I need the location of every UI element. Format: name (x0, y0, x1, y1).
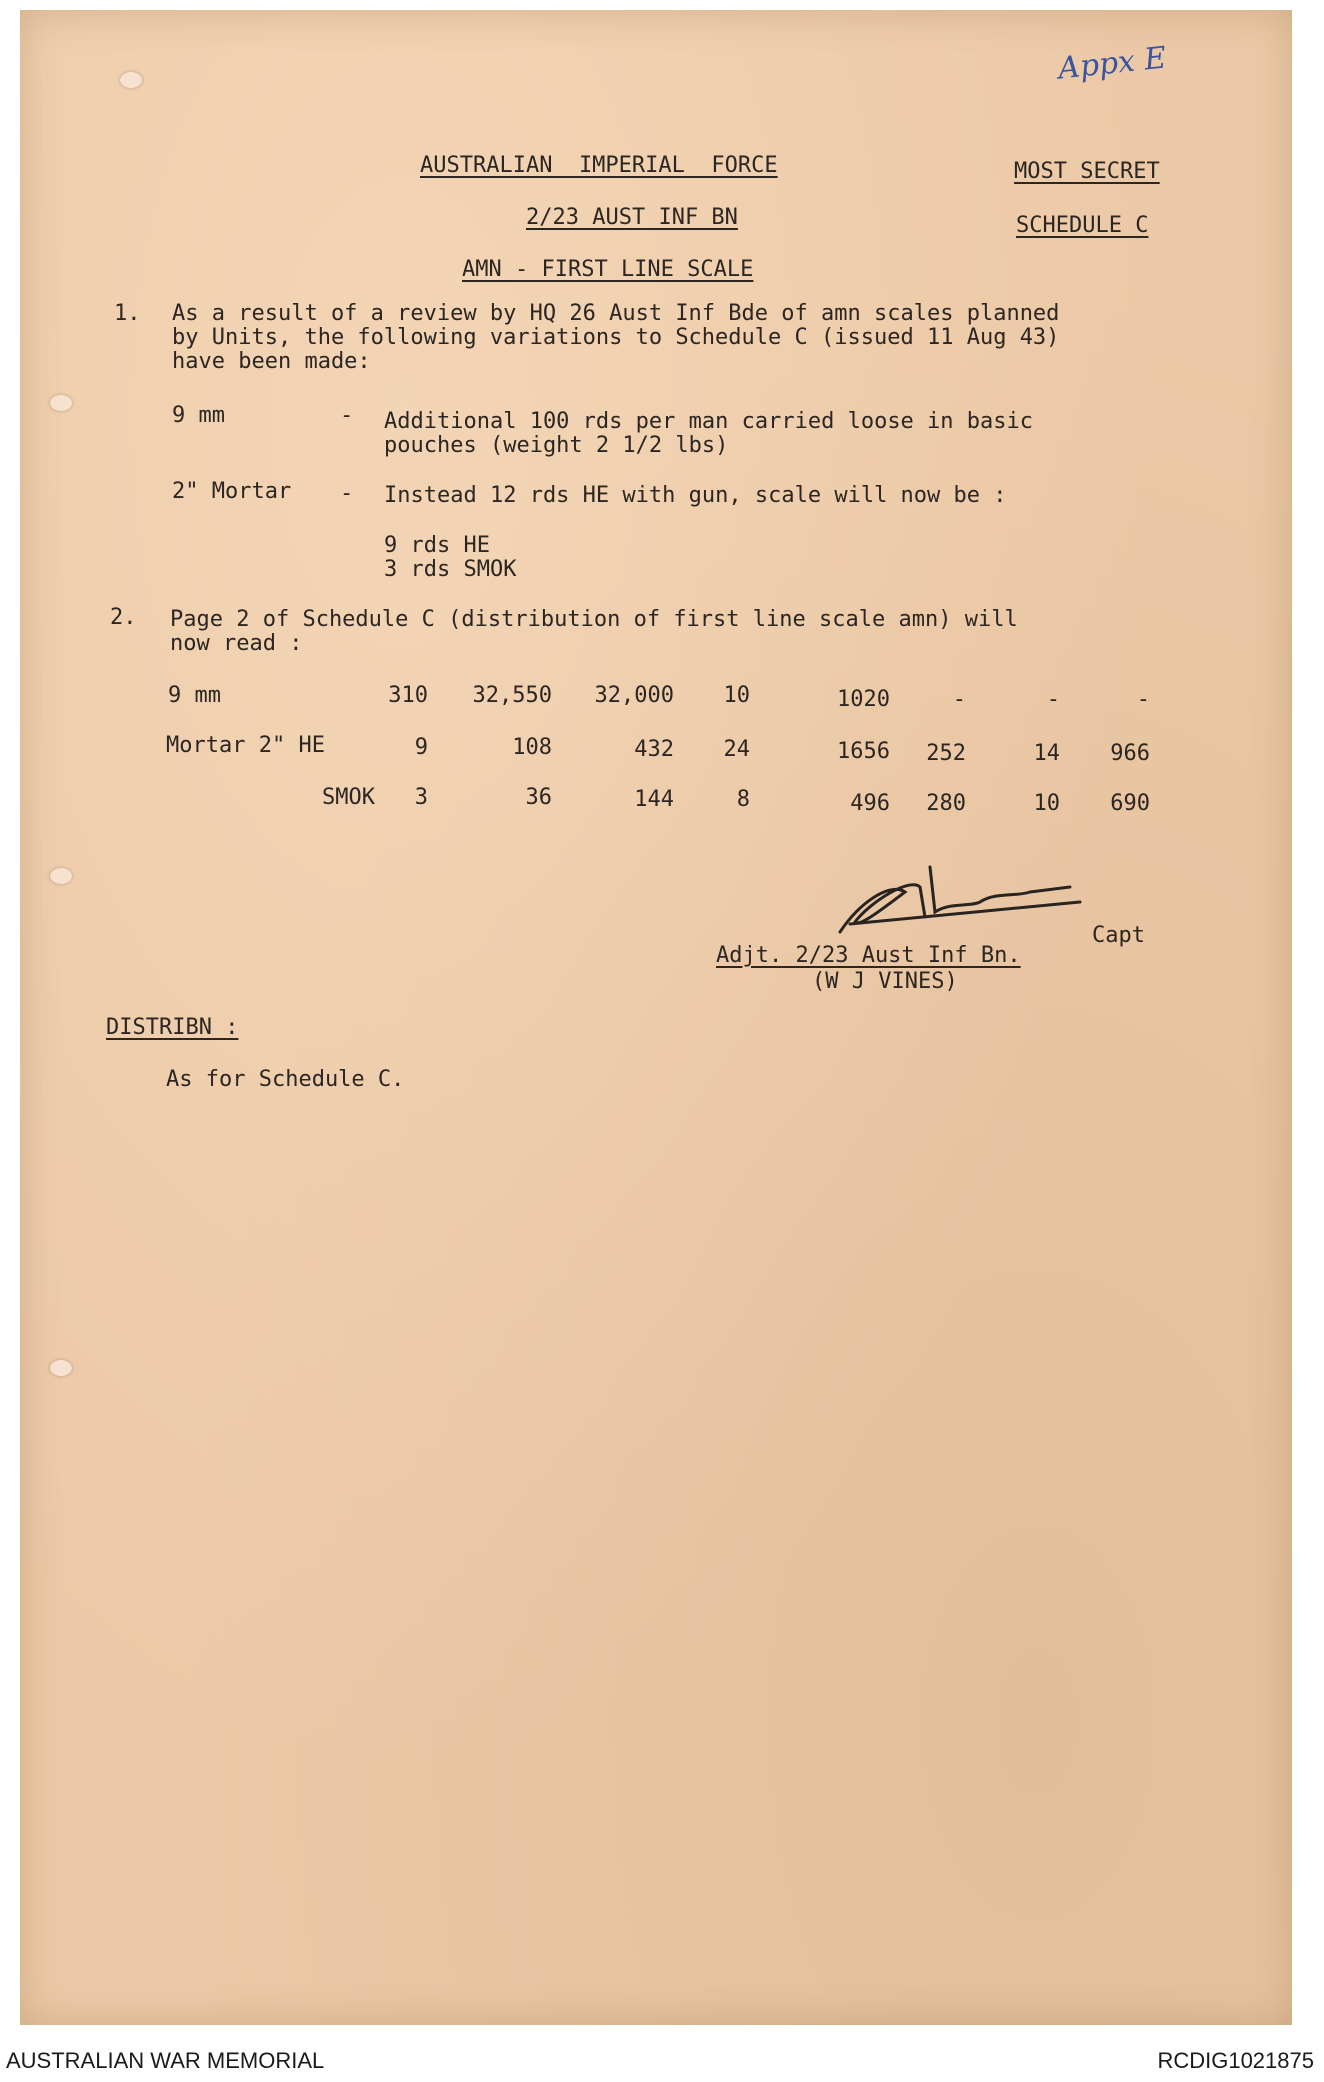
distribution-heading-text: DISTRIBN : (106, 1015, 239, 1040)
unit-heading: 2/23 AUST INF BN (526, 205, 738, 230)
table-cell: 496 (850, 791, 890, 816)
footer-source: AUSTRALIAN WAR MEMORIAL (6, 2048, 325, 2073)
distribution-heading (106, 1016, 238, 1040)
item-label-9mm: 9 mm (172, 403, 225, 428)
signature-scrawl (830, 862, 1130, 942)
table-cell: 10 (1033, 791, 1060, 816)
table-cell: 1020 (837, 687, 890, 712)
table-cell: - (952, 687, 966, 712)
table-cell: 32,550 (472, 683, 552, 708)
table-row-label: 9 mm (168, 683, 221, 708)
punch-hole (50, 395, 72, 411)
para1-line: have been made: (172, 349, 371, 374)
schedule-label: SCHEDULE C (1016, 213, 1149, 238)
item-text: pouches (weight 2 1/2 lbs) (384, 433, 729, 458)
distribution-text: As for Schedule C. (166, 1067, 405, 1092)
subline: 9 rds HE (384, 533, 490, 558)
table-cell: - (1046, 687, 1060, 712)
item-dash: - (340, 481, 354, 506)
punch-hole (120, 72, 142, 88)
table-cell: 1656 (837, 739, 890, 764)
table-cell: - (1136, 687, 1150, 712)
para2-line: now read : (170, 631, 303, 656)
table-cell: 32,000 (594, 683, 674, 708)
table-cell: 690 (1110, 791, 1150, 816)
table-cell: 310 (388, 683, 428, 708)
table-cell: 14 (1033, 741, 1060, 766)
force-heading: AUSTRALIAN IMPERIAL FORCE (420, 153, 778, 178)
table-cell: 10 (723, 683, 750, 708)
para1-line: As a result of a review by HQ 26 Aust Inf Bde of amn scales planned (172, 301, 1060, 326)
handwritten-annotation: Appx E (1056, 40, 1168, 87)
item-text: Instead 12 rds HE with gun, scale will now be : (384, 483, 1007, 508)
table-cell: 280 (926, 791, 966, 816)
table-cell: 144 (634, 787, 674, 812)
table-cell: 432 (634, 737, 674, 762)
classification: MOST SECRET (1014, 159, 1160, 184)
table-cell: 252 (926, 741, 966, 766)
signature-name: (W J VINES) (812, 969, 958, 994)
table-cell: 9 (414, 735, 428, 760)
table-row-label: Mortar 2" HE (166, 733, 325, 758)
punch-hole (50, 868, 72, 884)
signature-rank: Capt (1092, 923, 1145, 948)
footer-id: RCDIG1021875 (1157, 2048, 1314, 2073)
table-cell: 3 (414, 785, 428, 810)
table-cell: 966 (1110, 741, 1150, 766)
para2-line: Page 2 of Schedule C (distribution of first line scale amn) will (170, 607, 1018, 632)
table-cell: 108 (512, 735, 552, 760)
table-cell: 36 (525, 785, 552, 810)
para2-number: 2. (110, 605, 137, 630)
para1-line: by Units, the following variations to Schedule C (issued 11 Aug 43) (172, 325, 1060, 350)
para1-number: 1. (114, 301, 141, 326)
item-dash: - (340, 403, 354, 428)
subline: 3 rds SMOK (384, 557, 517, 582)
table-cell: 8 (736, 787, 750, 812)
table-cell: 24 (723, 737, 750, 762)
punch-hole (50, 1360, 72, 1376)
item-text: Additional 100 rds per man carried loose in basic (384, 409, 1034, 434)
table-row-label: SMOK (322, 785, 375, 810)
subject-heading: AMN - FIRST LINE SCALE (462, 257, 754, 282)
item-label-mortar: 2" Mortar (172, 479, 292, 504)
signature-appointment: Adjt. 2/23 Aust Inf Bn. (716, 943, 1021, 968)
